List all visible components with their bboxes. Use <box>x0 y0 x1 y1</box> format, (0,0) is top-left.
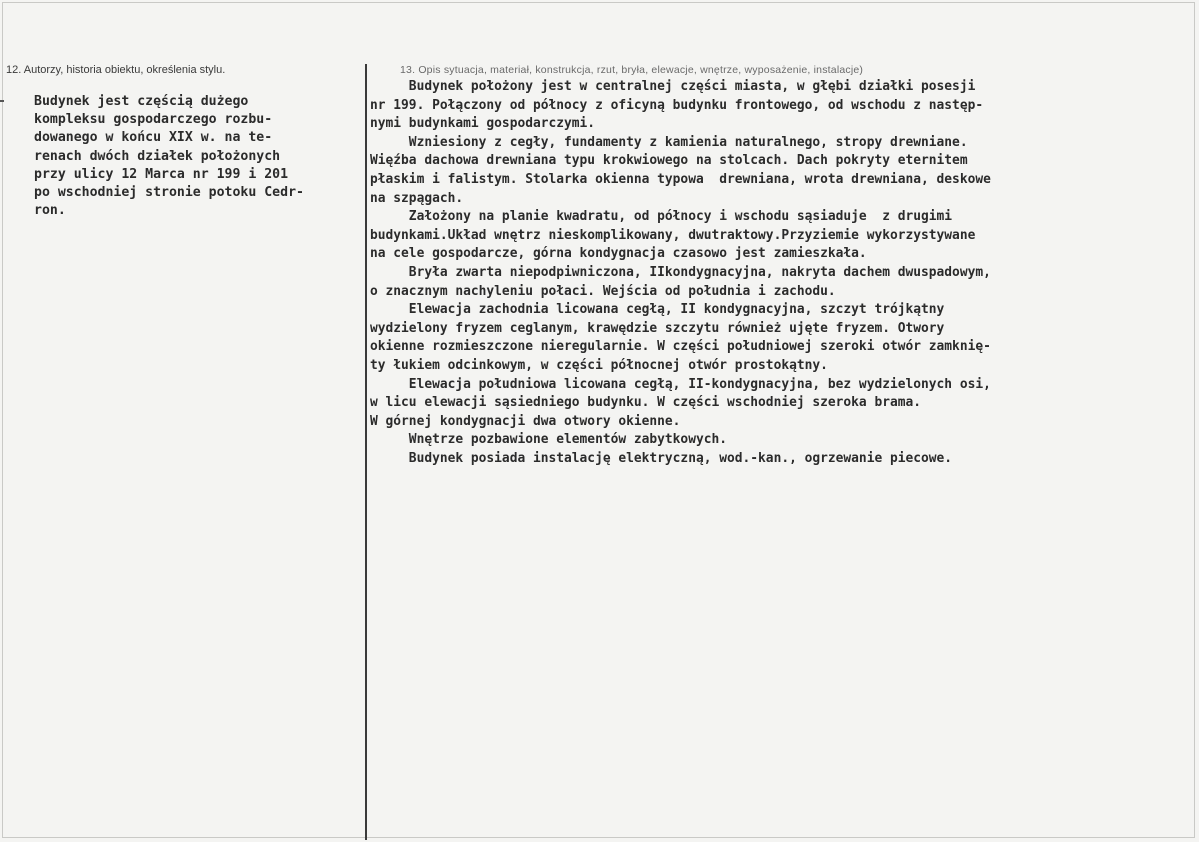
description-line: o znacznym nachyleniu połaci. Wejścia od południa i zachodu. <box>370 283 836 299</box>
description-line: w licu elewacji sąsiedniego budynku. W części wschodniej szeroka brama. <box>370 395 922 411</box>
history-line: Budynek jest częścią dużego <box>34 94 249 109</box>
description-line: nymi budynkami gospodarczymi. <box>370 116 596 132</box>
description-line: wydzielony fryzem ceglanym, krawędzie szczytu również ujęte fryzem. Otwory <box>370 320 945 336</box>
description-line: ty łukiem odcinkowym, w części północnej otwór prostokątny. <box>370 357 828 373</box>
description-line: płaskim i falistym. Stolarka okienna typowa drewniana, wrota drewniana, deskowe <box>370 171 991 187</box>
description-line: Budynek położony jest w centralnej części miasta, w głębi działki posesji <box>370 79 976 94</box>
section-13-header: 13. Opis sytuacja, materiał, konstrukcja, rzut, bryła, elewacje, wnętrze, wyposażenie, instalacje) <box>400 64 864 76</box>
history-line: przy ulicy 12 Marca nr 199 i 201 <box>34 166 289 182</box>
description-line: Elewacja południowa licowana cegłą, II-kondygnacyjna, bez wydzielonych osi, <box>370 376 991 392</box>
description-line: Budynek posiada instalację elektryczną, wod.-kan., ogrzewanie piecowe. <box>370 450 953 466</box>
history-line: kompleksu gospodarczego rozbu- <box>34 112 273 128</box>
description-line: Elewacja zachodnia licowana cegłą, II kondygnacyjna, szczyt trójkątny <box>370 302 945 318</box>
description-line: okienne rozmieszczone nieregularnie. W części południowej szeroki otwór zamknię- <box>370 339 991 355</box>
description-line: Bryła zwarta niepodpiwniczona, IIkondygnacyjna, nakryta dachem dwuspadowym, <box>370 264 991 280</box>
description-line: na szpągach. <box>370 190 464 206</box>
description-line: Więźba dachowa drewniana typu krokwiowego na stolcach. Dach pokryty eternitem <box>370 153 968 169</box>
description-line: Wzniesiony z cegły, fundamenty z kamienia naturalnego, stropy drewniane. <box>370 134 968 150</box>
history-line: dowanego w końcu XIX w. na te- <box>34 130 273 146</box>
description-line: Wnętrze pozbawione elementów zabytkowych. <box>370 432 727 448</box>
edge-mark <box>0 100 4 102</box>
description-line: W górnej kondygnacji dwa otwory okienne. <box>370 413 681 429</box>
description-text <box>370 78 1170 468</box>
history-text <box>34 93 360 220</box>
description-line: Założony na planie kwadratu, od północy i wschodu sąsiaduje z drugimi <box>370 209 953 225</box>
history-line: ron. <box>34 203 66 219</box>
column-divider <box>365 64 367 840</box>
description-line: na cele gospodarcze, górna kondygnacja czasowo jest zamieszkała. <box>370 246 867 262</box>
history-line: renach dwóch działek położonych <box>34 148 281 164</box>
description-line: budynkami.Układ wnętrz nieskomplikowany, dwutraktowy.Przyziemie wykorzystywane <box>370 227 976 243</box>
section-12-header: 12. Autorzy, historia obiektu, określenia stylu. <box>6 64 226 76</box>
description-line: nr 199. Połączony od północy z oficyną budynku frontowego, od wschodu z następ- <box>370 97 984 113</box>
history-line: po wschodniej stronie potoku Cedr- <box>34 185 304 201</box>
